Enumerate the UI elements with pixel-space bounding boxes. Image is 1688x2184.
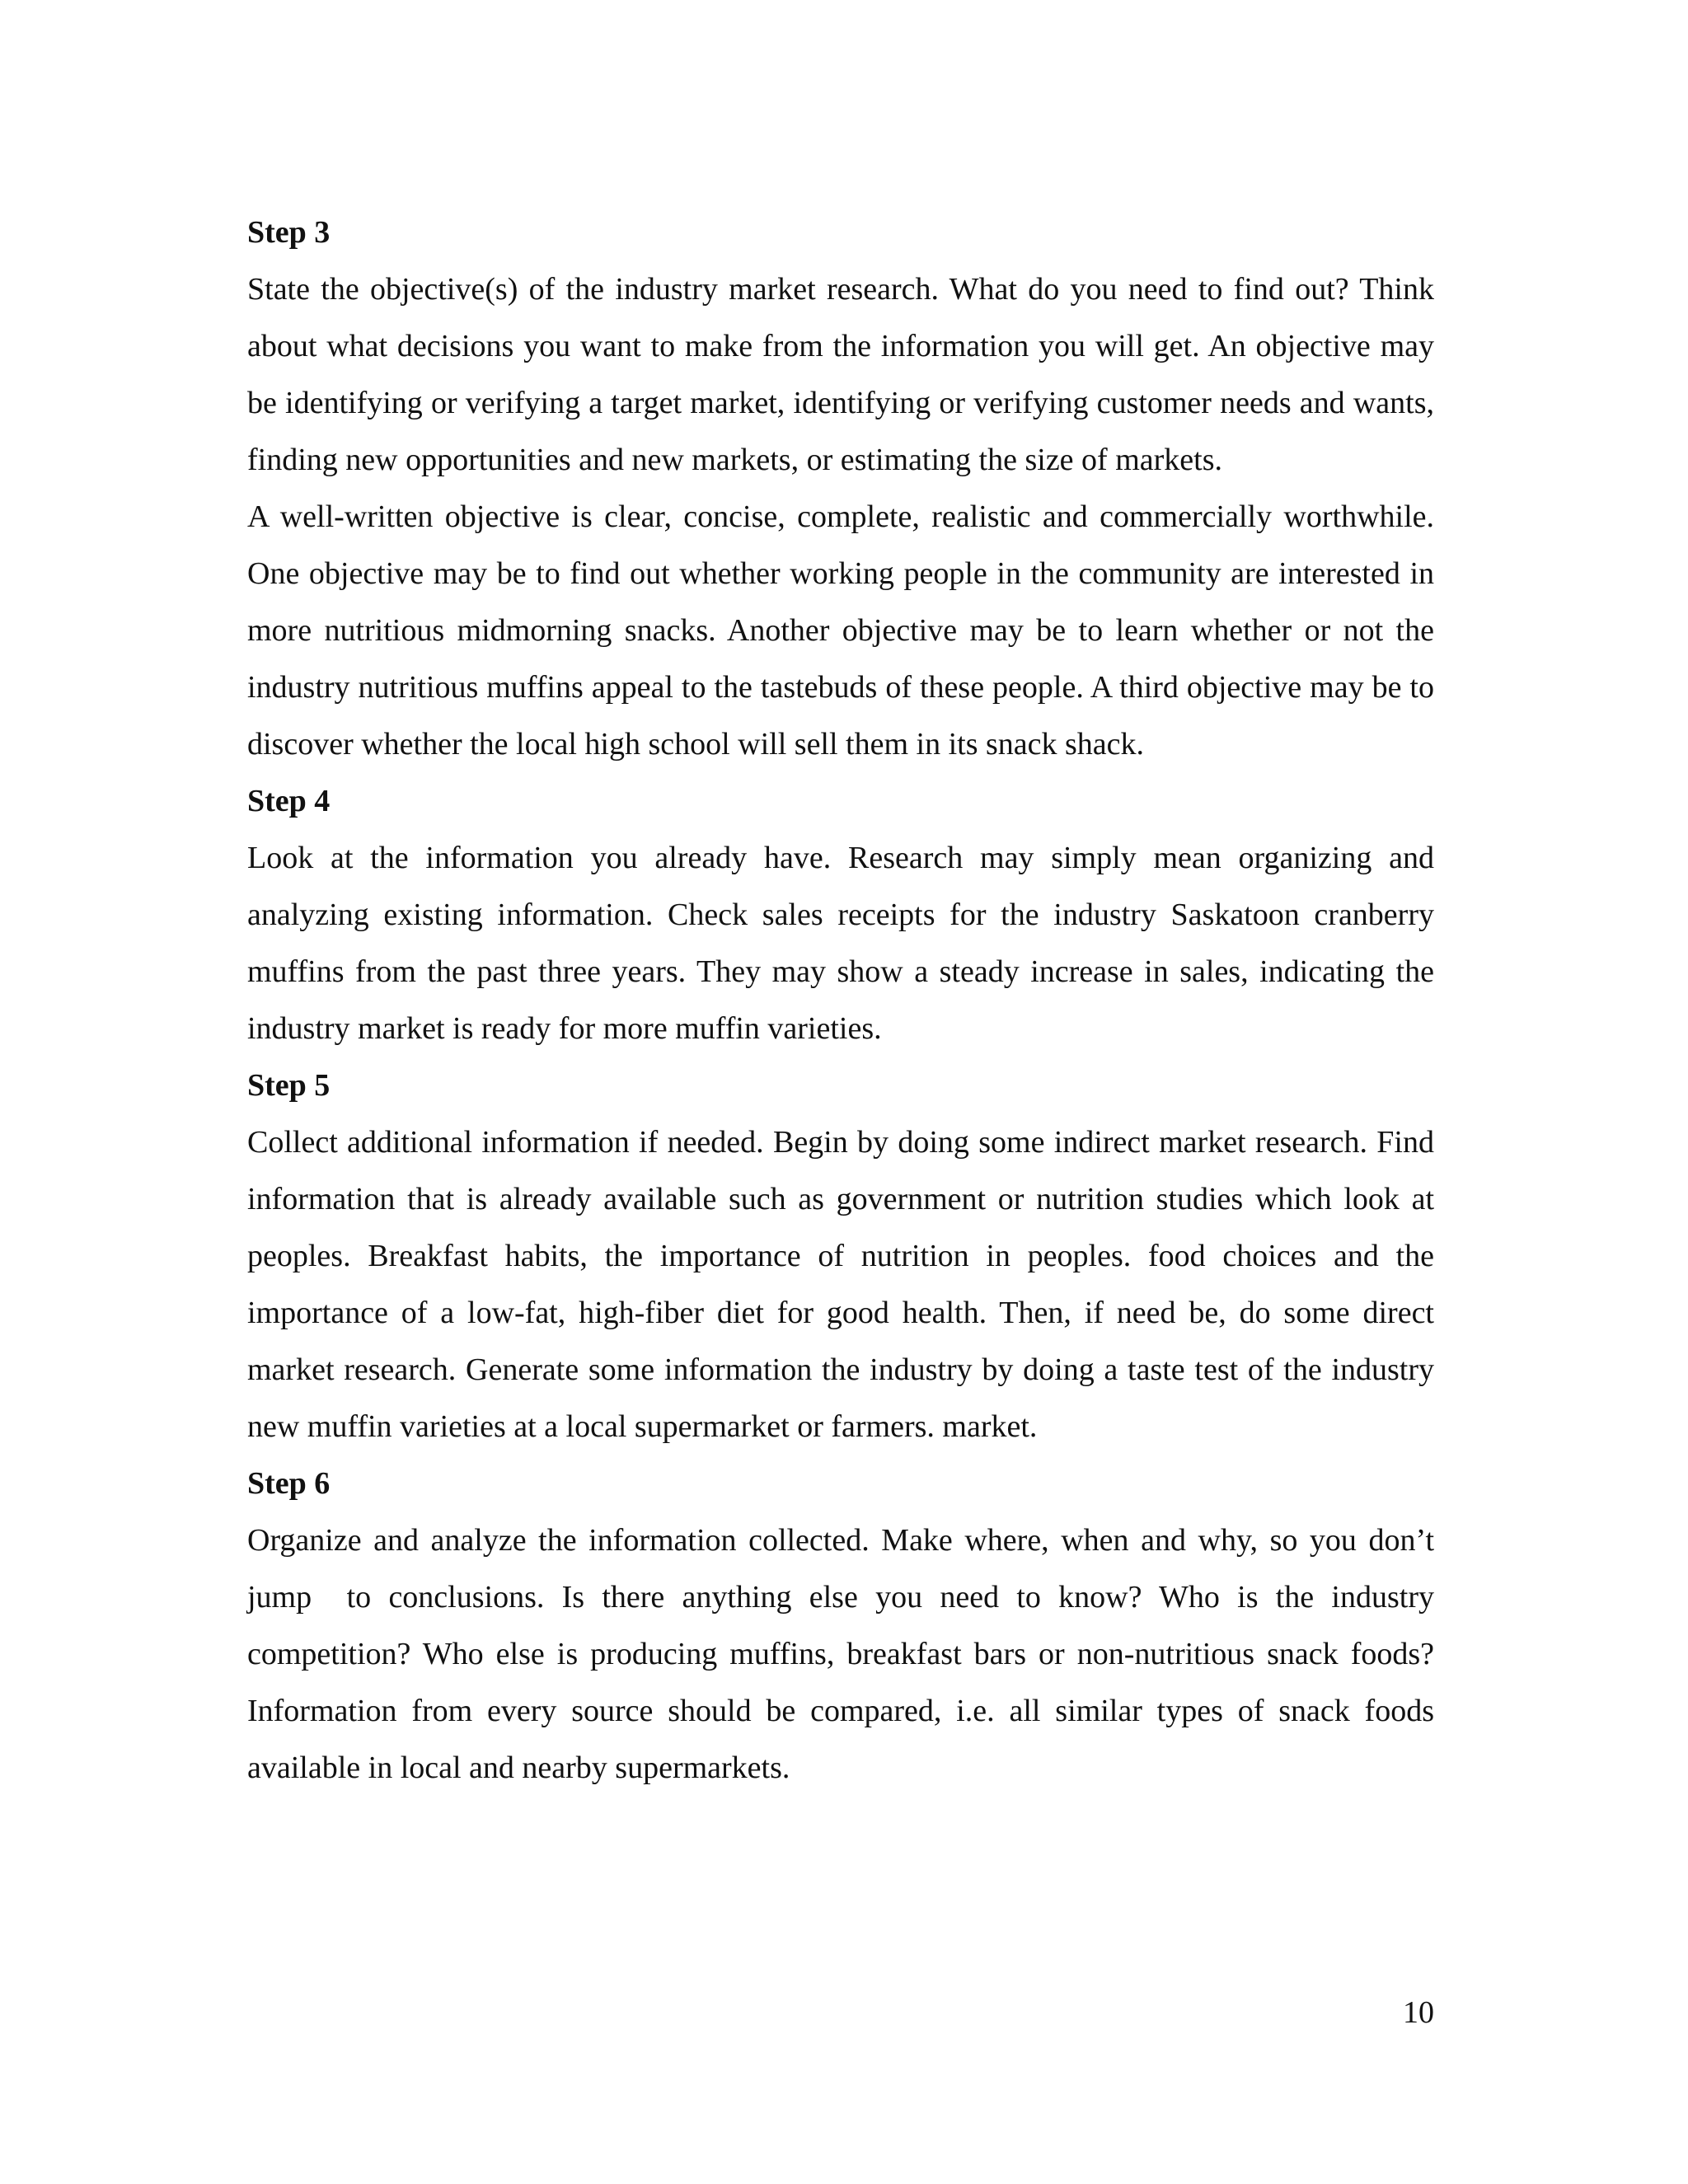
section-step-6 bbox=[247, 1455, 1442, 1797]
section-heading: Step 6 bbox=[247, 1466, 331, 1501]
section-heading: Step 5 bbox=[247, 1068, 331, 1103]
section-step-3 bbox=[247, 204, 1442, 773]
section-step-5 bbox=[247, 1057, 1442, 1455]
page-number: 10 bbox=[1403, 1995, 1434, 2030]
paragraph: A well-written objective is clear, concise, complete, realistic and commercially worthwhile. One objective may be to find out whether working people in the community are interested in more nutritious midmorning snacks. Another objective may be to learn whether or not the industry nutritious muffins appeal to the tastebuds of these people. A third objective may be to discover whether the local high school will sell them in its snack shack. bbox=[247, 499, 1442, 762]
section-step-4 bbox=[247, 773, 1442, 1057]
paragraph: Look at the information you already have. Research may simply mean organizing and analyzing existing information. Check sales receipts for the industry Saskatoon cranberry muffins from the past three years. They may show a steady increase in sales, indicating the industry market is ready for more muffin varieties. bbox=[247, 841, 1442, 1046]
paragraph: Collect additional information if needed. Begin by doing some indirect market research. Find information that is already available such as government or nutrition studies which look at peoples. Breakfast habits, the importance of nutrition in peoples. food choices and the importance of a low-fat, high-fiber diet for good health. Then, if need be, do some direct market research. Generate some information the industry by doing a taste test of the industry new muffin varieties at a local supermarket or farmers. market. bbox=[247, 1125, 1442, 1444]
paragraph: State the objective(s) of the industry market research. What do you need to find out? Think about what decisions you want to make from the information you will get. An objective may be identifying or verifying a target market, identifying or verifying customer needs and wants, finding new opportunities and new markets, or estimating the size of markets. bbox=[247, 272, 1442, 477]
paragraph: Organize and analyze the information collected. Make where, when and why, so you don’t jump to conclusions. Is there anything else you need to know? Who is the industry competition? Who else is producing muffins, breakfast bars or non-nutritious snack foods? Information from every source should be compared, i.e. all similar types of snack foods available in local and nearby supermarkets. bbox=[247, 1523, 1442, 1785]
section-heading: Step 3 bbox=[247, 215, 331, 250]
section-heading: Step 4 bbox=[247, 784, 331, 818]
page-body bbox=[247, 204, 1442, 1797]
